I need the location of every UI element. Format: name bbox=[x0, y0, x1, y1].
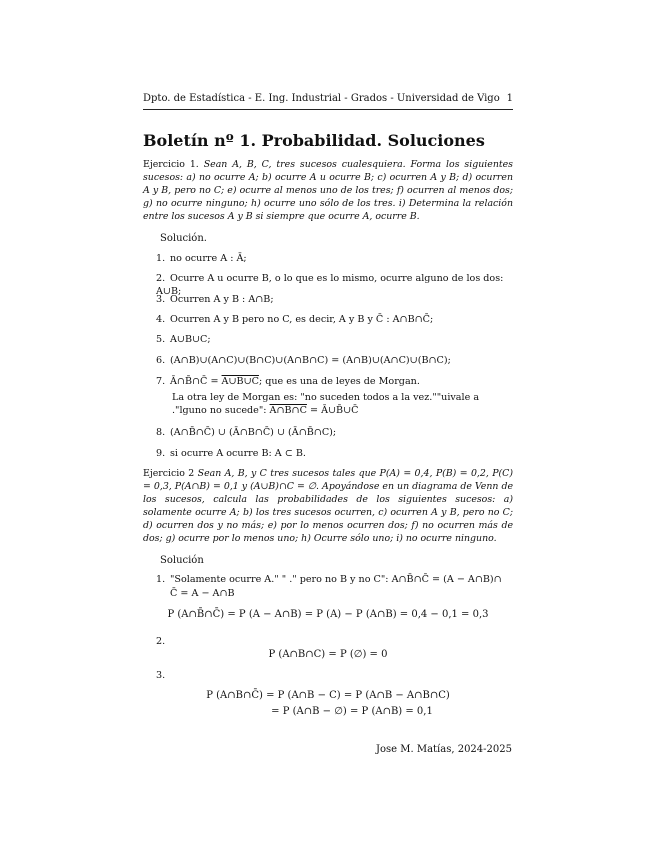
exercise-2-label: Ejercicio 2 bbox=[143, 468, 195, 479]
ex1-item-text: si ocurre A ocurre B: A ⊂ B. bbox=[170, 448, 306, 459]
ex1-item-1: 1. no ocurre A : Ā; bbox=[156, 253, 247, 264]
ex1-item-9: 9. si ocurre A ocurre B: A ⊂ B. bbox=[156, 448, 306, 459]
ex1-item-text: (A∩B̄∩C̄) ∪ (Ā∩B∩C̄) ∪ (Ā∩B̄∩C); bbox=[170, 427, 337, 438]
page-header bbox=[143, 93, 513, 104]
exercise-2-text: Sean A, B, y C tres sucesos tales que P(A) = 0,4, P(B) = 0,2, P(C) = 0,3, P(A∩B) = 0,1 y (A∪B)∩C = ∅. Apoyándose en un diagrama de Venn de los sucesos, calcula las probabilidades de los siguientes sucesos: a) solamente ocurre A; b) los tres sucesos ocurren, c) ocurren A y B, pero no C; d) ocurren dos y no más; e) por lo menos ocurren dos; f) no ocurren más de dos; g) ocurre por lo menos uno; h) Ocurre sólo uno; i) no ocurre ninguno. bbox=[143, 468, 514, 544]
ex2-equation-1: P (A∩B̄∩C̄) = P (A − A∩B) = P (A) − P (A∩B) = 0,4 − 0,1 = 0,3 bbox=[167, 609, 489, 620]
ex1-item-2: 2. Ocurre A u ocurre B, o lo que es lo mismo, ocurre alguno de los dos: A∪B; bbox=[156, 273, 504, 297]
exercise-1-statement bbox=[143, 158, 513, 223]
ex2-item-1: 1. "Solamente ocurre A." " ." pero no B y no C": A∩B̄∩C̄ = (A − A∩B)∩ bbox=[156, 574, 502, 585]
exercise-2-solution-label: Solución bbox=[160, 555, 204, 566]
ex2-item-3: 3. bbox=[156, 670, 166, 681]
page-title: Boletín nº 1. Probabilidad. Soluciones bbox=[143, 131, 485, 150]
ex1-item-text: Ā∩B̄∩C̄ = bbox=[170, 376, 222, 387]
exercise-1-text: Sean A, B, C, tres sucesos cualesquiera. Forma los siguientes sucesos: a) no ocurre A; b) ocurre A u ocurre B; c) ocurren A y B; d) ocurren A y B, pero no C; e) ocurre al menos uno de los tres; f) ocurren al menos dos; g) no ocurre ninguno; h) ocurre uno sólo de los tres. i) Determina la relación entre los sucesos A y B si siempre que ocurre A, ocurre B. bbox=[143, 159, 513, 222]
ex1-item-text: A∪B∪C; bbox=[170, 334, 211, 345]
ex1-item-text: Ocurren A y B : A∩B; bbox=[170, 294, 274, 305]
ex1-item-7: 7. Ā∩B̄∩C̄ = A∪B∪C; que es una de leyes de Morgan. bbox=[156, 376, 420, 387]
ex2-equation-2: P (A∩B∩C) = P (∅) = 0 bbox=[268, 649, 388, 660]
ex1-item-5: 5. A∪B∪C; bbox=[156, 334, 211, 345]
exercise-1-label: Ejercicio 1. bbox=[143, 159, 199, 170]
header-text: Dpto. de Estadística - E. Ing. Industrial - Grados - Universidad de Vigo bbox=[143, 93, 500, 104]
ex1-item-7-note-overline: A∩B∩C bbox=[269, 404, 307, 416]
ex1-item-text: Ocurren A y B pero no C, es decir, A y B y C̄ : A∩B∩C̄; bbox=[170, 314, 434, 325]
ex1-item-text: no ocurre A : Ā; bbox=[170, 253, 247, 264]
ex1-item-7-note-tail: = Ā∪B̄∪C̄ bbox=[306, 404, 359, 416]
ex2-item-1-text: "Solamente ocurre A." " ." pero no B y no C": A∩B̄∩C̄ = (A − A∩B)∩ bbox=[170, 574, 502, 585]
ex1-item-6: 6. (A∩B)∪(A∩C)∪(B∩C)∪(A∩B∩C) = (A∩B)∪(A∩C)∪(B∩C); bbox=[156, 355, 451, 366]
ex1-item-7-note bbox=[172, 392, 516, 417]
page-footer: Jose M. Matías, 2024-2025 bbox=[375, 744, 512, 755]
ex1-item-7-note-text: La otra ley de Morgan es: "no suceden todos a la vez.""uivale a ."lguno no sucede": bbox=[172, 392, 480, 416]
ex1-item-8: 8. (A∩B̄∩C̄) ∪ (Ā∩B∩C̄) ∪ (Ā∩B̄∩C); bbox=[156, 427, 337, 438]
header-rule bbox=[143, 109, 513, 110]
ex2-item-2: 2. bbox=[156, 636, 166, 647]
ex1-item-text: Ocurre A u ocurre B, o lo que es lo mismo, ocurre alguno de los dos: A∪B; bbox=[156, 273, 504, 297]
exercise-2-statement bbox=[143, 467, 513, 545]
page-number: 1 bbox=[506, 93, 513, 104]
ex1-item-4: 4. Ocurren A y B pero no C, es decir, A y B y C̄ : A∩B∩C̄; bbox=[156, 314, 434, 325]
ex2-equation-3b: = P (A∩B − ∅) = P (A∩B) = 0,1 bbox=[271, 706, 433, 717]
ex1-item-7-tail: ; que es una de leyes de Morgan. bbox=[258, 376, 420, 387]
exercise-1-solution-label: Solución. bbox=[160, 233, 207, 244]
ex1-item-7-overline: A∪B∪C bbox=[221, 376, 259, 387]
ex1-item-3: 3. Ocurren A y B : A∩B; bbox=[156, 294, 274, 305]
ex2-equation-3a: P (A∩B∩C̄) = P (A∩B − C) = P (A∩B − A∩B∩C) bbox=[206, 690, 450, 701]
ex2-item-1-cont: C̄ = A − A∩B bbox=[170, 588, 235, 599]
ex1-item-text: (A∩B)∪(A∩C)∪(B∩C)∪(A∩B∩C) = (A∩B)∪(A∩C)∪(B∩C); bbox=[170, 355, 451, 366]
